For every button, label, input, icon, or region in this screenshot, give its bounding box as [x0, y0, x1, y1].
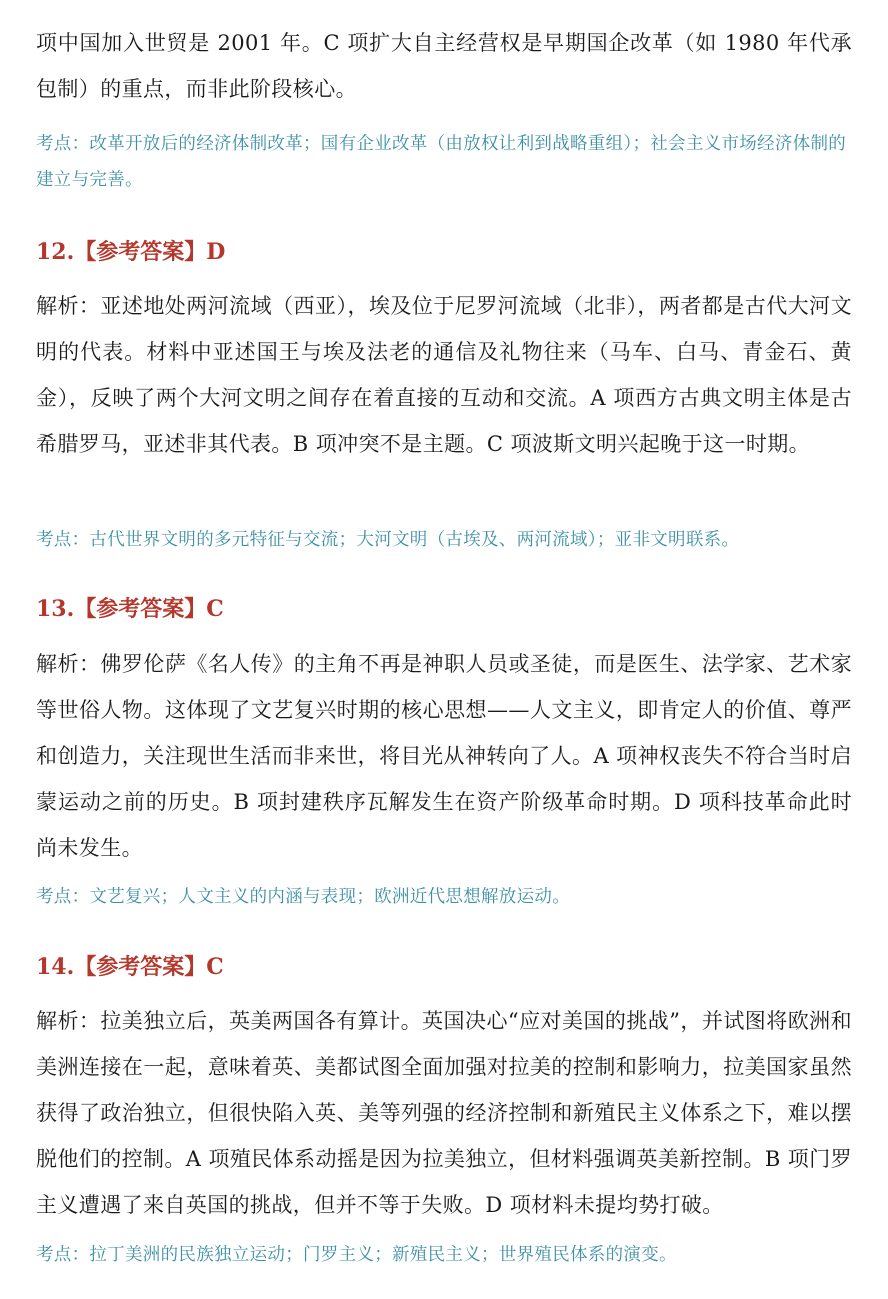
answer-heading-14: 14.【参考答案】C — [36, 954, 224, 980]
answer-explanation-continued: 项中国加入世贸是 2001 年。C 项扩大自主经营权是早期国企改革（如 1980 年代承包制）的重点，而非此阶段核心。 — [36, 31, 852, 101]
knowledge-points-11: 考点：改革开放后的经济体制改革；国有企业改革（由放权让利到战略重组）；社会主义市场经济体制的建立与完善。 — [36, 134, 847, 190]
answer-heading-13: 13.【参考答案】C — [36, 596, 224, 622]
answer-explanation-14: 解析：拉美独立后，英美两国各有算计。英国决心“应对美国的挑战”，并试图将欧洲和美洲连接在一起，意味着英、美都试图全面加强对拉美的控制和影响力，拉美国家虽然获得了政治独立，但很快陷入英、美等列强的经济控制和新殖民主义体系之下，难以摆脱他们的控制。A 项殖民体系动摇是因为拉美独立，但材料强调英美新控制。B 项门罗主义遭遇了来自英国的挑战，但并不等于失败。D 项材料未提均势打破。 — [36, 1009, 852, 1217]
knowledge-points-12: 考点：古代世界文明的多元特征与交流；大河文明（古埃及、两河流域）；亚非文明联系。 — [36, 530, 740, 550]
knowledge-points-13: 考点：文艺复兴；人文主义的内涵与表现；欧洲近代思想解放运动。 — [36, 887, 570, 907]
answer-explanation-13: 解析：佛罗伦萨《名人传》的主角不再是神职人员或圣徒，而是医生、法学家、艺术家等世俗人物。这体现了文艺复兴时期的核心思想——人文主义，即肯定人的价值、尊严和创造力，关注现世生活而非来世，将目光从神转向了人。A 项神权丧失不符合当时启蒙运动之前的历史。B 项封建秩序瓦解发生在资产阶级革命时期。D 项科技革命此时尚未发生。 — [36, 652, 852, 860]
knowledge-points-14: 考点：拉丁美洲的民族独立运动；门罗主义；新殖民主义；世界殖民体系的演变。 — [36, 1245, 677, 1265]
answer-explanation-12: 解析：亚述地处两河流域（西亚），埃及位于尼罗河流域（北非），两者都是古代大河文明的代表。材料中亚述国王与埃及法老的通信及礼物往来（马车、白马、青金石、黄金），反映了两个大河文明之间存在着直接的互动和交流。A 项西方古典文明主体是古希腊罗马，亚述非其代表。B 项冲突不是主题。C 项波斯文明兴起晚于这一时期。 — [36, 294, 852, 456]
answer-heading-12: 12.【参考答案】D — [36, 239, 226, 265]
